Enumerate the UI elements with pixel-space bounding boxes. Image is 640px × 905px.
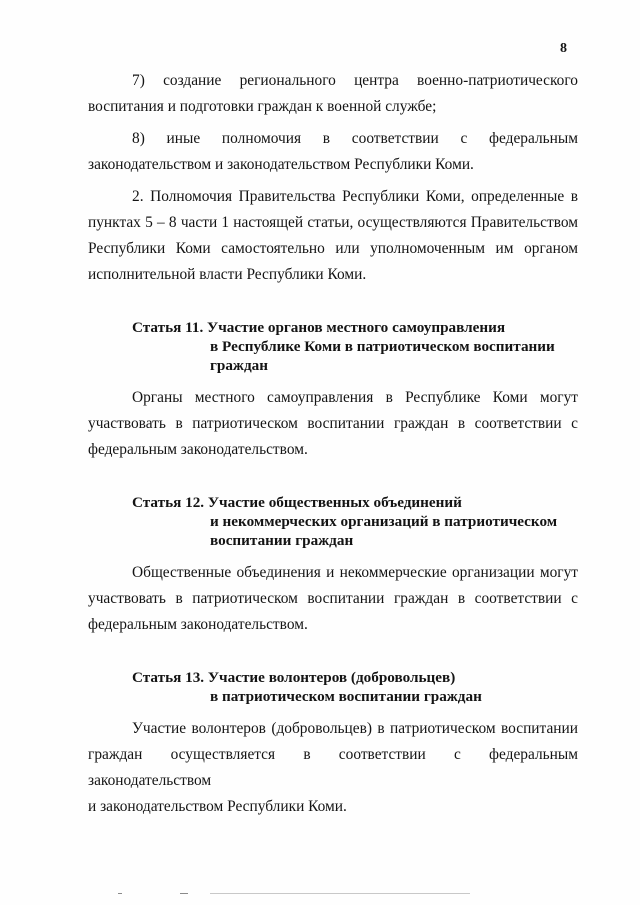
document-body	[88, 68, 578, 820]
article-12-heading-line-2: и некоммерческих организаций в патриотическом	[210, 513, 558, 530]
item-8-line-2: законодательством и законодательством Республики Коми.	[88, 156, 474, 173]
article-11-heading-line-3: граждан	[210, 357, 268, 374]
article-12-heading-line-1: Статья 12. Участие общественных объединений	[132, 494, 462, 511]
article-11-heading-line-1: Статья 11. Участие органов местного самоуправления	[132, 319, 506, 336]
page-number: 8	[560, 41, 567, 56]
clause-2-line-4: исполнительной власти Республики Коми.	[88, 266, 367, 283]
article-11-body-line-3: федеральным законодательством.	[88, 441, 308, 458]
clause-2-line-1: 2. Полномочия Правительства Республики Коми, определенные в	[132, 188, 578, 205]
article-13-body-line-2: граждан осуществляется в соответствии с федеральным законодательством	[88, 746, 578, 789]
article-13-heading-line-2: в патриотическом воспитании граждан	[210, 688, 482, 705]
article-13-body-line-3: и законодательством Республики Коми.	[88, 798, 347, 815]
scan-artifact	[210, 893, 470, 894]
article-11-heading	[88, 318, 578, 375]
article-13-heading-line-1: Статья 13. Участие волонтеров (добровольцев)	[132, 669, 456, 686]
item-8-line-1: 8) иные полномочия в соответствии с федеральным	[132, 130, 578, 147]
article-13-body-line-1: Участие волонтеров (добровольцев) в патриотическом воспитании	[132, 720, 578, 737]
article-12-heading-line-3: воспитании граждан	[210, 532, 354, 549]
article-11-body-line-1: Органы местного самоуправления в Республике Коми могут	[132, 389, 578, 406]
article-12-body-line-3: федеральным законодательством.	[88, 616, 308, 633]
article-13-heading	[88, 668, 578, 706]
article-11-heading-line-2: в Республике Коми в патриотическом воспитании	[210, 338, 555, 355]
article-12-heading	[88, 493, 578, 550]
article-11-body-line-2: участвовать в патриотическом воспитании граждан в соответствии с	[88, 415, 578, 432]
scan-artifact	[180, 893, 188, 894]
item-7-line-1: 7) создание регионального центра военно-патриотического	[132, 72, 578, 89]
clause-2-line-2: пунктах 5 – 8 части 1 настоящей статьи, осуществляются Правительством	[88, 214, 578, 231]
item-7-line-2: воспитания и подготовки граждан к военной службе;	[88, 98, 437, 115]
scan-artifact	[118, 893, 122, 894]
clause-2-line-3: Республики Коми самостоятельно или уполномоченным им органом	[88, 240, 578, 257]
article-12-body-line-1: Общественные объединения и некоммерческие организации могут	[132, 564, 578, 581]
article-12-body-line-2: участвовать в патриотическом воспитании граждан в соответствии с	[88, 590, 578, 607]
